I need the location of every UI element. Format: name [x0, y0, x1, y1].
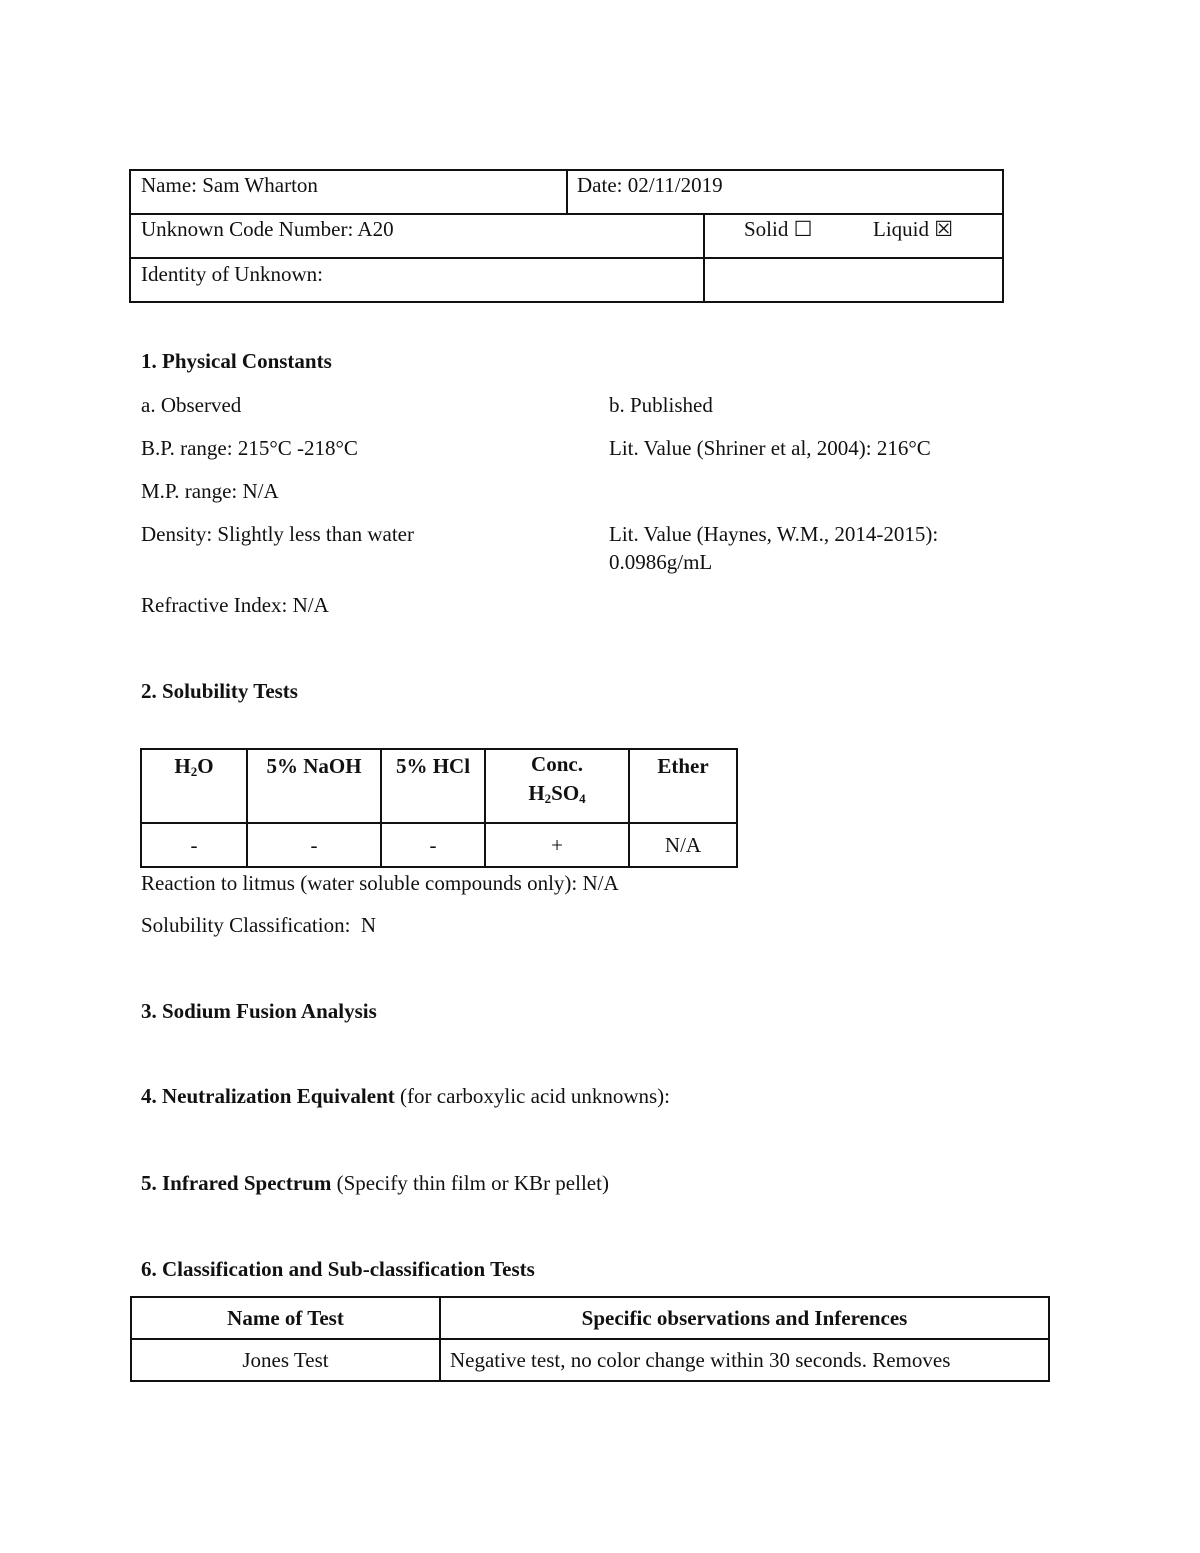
result-h2so4: +: [485, 823, 629, 867]
result-ether: N/A: [629, 823, 737, 867]
section-title: 1. Physical Constants: [141, 349, 332, 373]
section-note: (Specify thin film or KBr pellet): [331, 1171, 609, 1195]
date-field: Date: 02/11/2019: [577, 173, 723, 197]
section-title: 5. Infrared Spectrum: [141, 1171, 332, 1195]
mp-range: M.P. range: N/A: [141, 479, 279, 503]
header-table: [129, 169, 1004, 303]
table-row: [141, 823, 737, 867]
section-title: 2. Solubility Tests: [141, 679, 298, 703]
test-name: Jones Test: [131, 1339, 440, 1381]
col-header-ether: Ether: [629, 749, 737, 823]
classification-table: [130, 1296, 1050, 1382]
col-header-naoh: 5% NaOH: [247, 749, 381, 823]
divider: [703, 214, 705, 301]
solid-label: Solid: [744, 217, 789, 241]
col-header-hcl: 5% HCl: [381, 749, 485, 823]
test-observation: Negative test, no color change within 30 seconds. Removes: [440, 1339, 1049, 1381]
col-header-test: Name of Test: [131, 1297, 440, 1339]
observed-heading: a. Observed: [141, 393, 242, 417]
section-heading: [141, 1171, 609, 1196]
solubility-classification: Solubility Classification: N: [141, 913, 377, 937]
bp-range: B.P. range: 215°C -218°C: [141, 436, 358, 460]
density-lit-value: Lit. Value (Haynes, W.M., 2014-2015):: [609, 522, 939, 546]
litmus-reaction: Reaction to litmus (water soluble compounds only): N/A: [141, 871, 619, 895]
section-title: 3. Sodium Fusion Analysis: [141, 999, 377, 1023]
identity-field: Identity of Unknown:: [141, 262, 323, 286]
section-title: 6. Classification and Sub-classification Tests: [141, 1257, 535, 1281]
section-title: 4. Neutralization Equivalent: [141, 1084, 395, 1108]
density-lit-value-cont: 0.0986g/mL: [609, 550, 713, 574]
col-header-h2o: $H_2O$: [141, 749, 247, 823]
result-h2o: -: [141, 823, 247, 867]
divider: [566, 171, 568, 214]
bp-lit-value: Lit. Value (Shriner et al, 2004): 216°C: [609, 436, 931, 460]
unknown-code-field: Unknown Code Number: A20: [141, 217, 394, 241]
solid-checkbox: ☐: [793, 217, 813, 241]
result-hcl: -: [381, 823, 485, 867]
name-field: Name: Sam Wharton: [141, 173, 318, 197]
published-heading: b. Published: [609, 393, 713, 417]
density: Density: Slightly less than water: [141, 522, 414, 546]
solid-option: [744, 217, 812, 242]
refractive-index: Refractive Index: N/A: [141, 593, 329, 617]
col-header-h2so4: Conc. $H_2SO_4$: [485, 749, 629, 823]
solubility-table: [140, 748, 738, 868]
table-row: [131, 1339, 1049, 1381]
col-header-observations: Specific observations and Inferences: [440, 1297, 1049, 1339]
section-note: (for carboxylic acid unknowns):: [394, 1084, 671, 1108]
liquid-checkbox: ☒: [934, 217, 954, 241]
liquid-option: [873, 217, 953, 242]
section-heading: [141, 1084, 670, 1109]
result-naoh: -: [247, 823, 381, 867]
liquid-label: Liquid: [873, 217, 929, 241]
divider: [131, 257, 1002, 259]
